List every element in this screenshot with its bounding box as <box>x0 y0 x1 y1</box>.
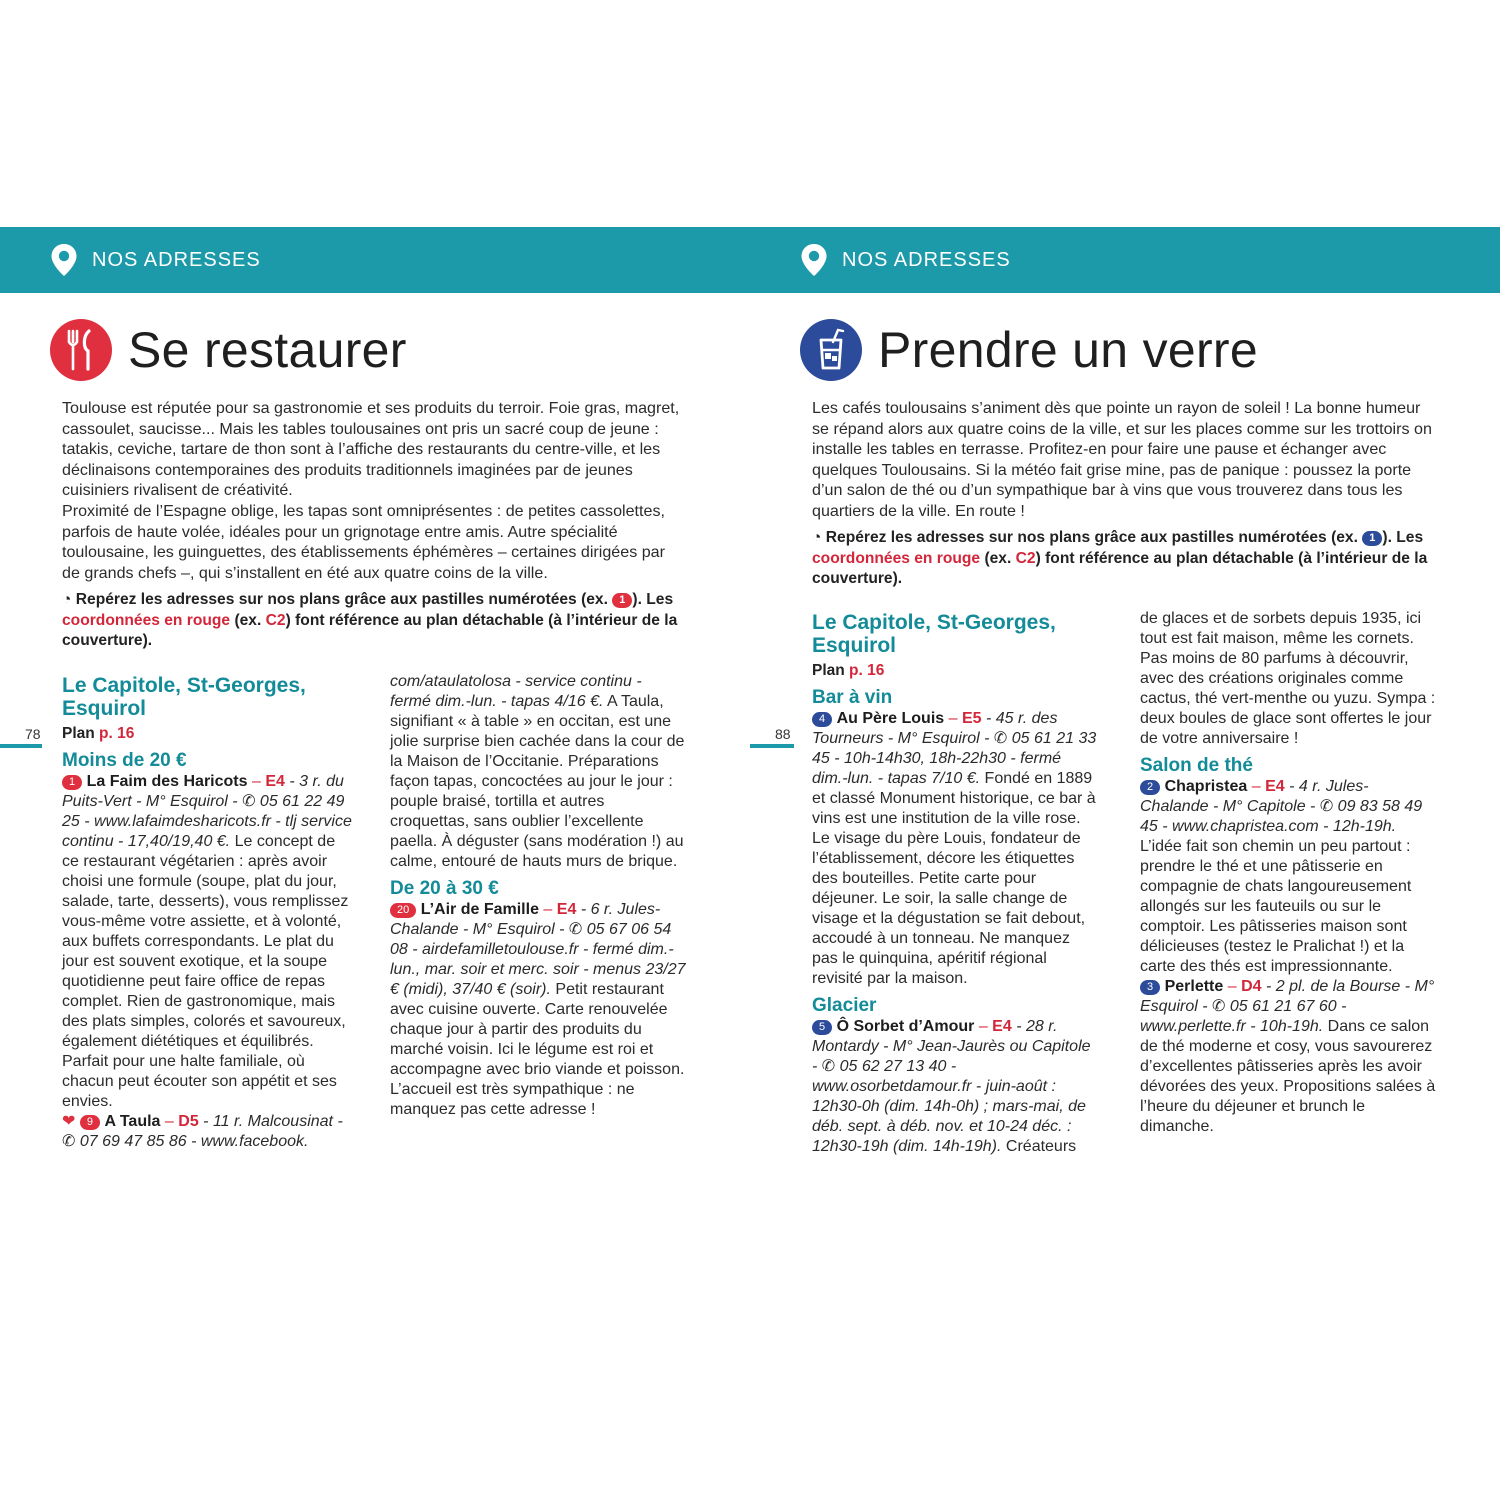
page-number: 88 <box>775 726 791 742</box>
left-title-row <box>50 319 407 381</box>
grid-reference: D4 <box>1241 978 1262 995</box>
page-number: 78 <box>25 726 41 742</box>
address-entry-continued: de glaces et de sorbets depuis 1935, ici tout est fait maison, même les cornets. Pas moins de 80 parfums à découvrir, avec des créations originales comme cactus, thé vert-menthe ou yuzu. Sympa : deux boules de glace sont offertes le jour de votre anniversaire ! <box>1140 610 1436 747</box>
address-entry: 3 Perlette – D4 - 2 pl. de la Bourse - M° Esquirol - ✆ 05 61 21 67 60 - www.perlette.fr - 10h-19h. Dans ce salon de thé moderne et cosy, vous savourerez d’excellentes pâtisseries après les avoir dévorées des yeux. Propositions salées à l’heure du déjeuner et brunch le dimanche. <box>1140 978 1436 1135</box>
band-label-right: NOS ADRESSES <box>842 248 1011 271</box>
address-entry: ❤ 9 A Taula – D5 - 11 r. Malcousinat - ✆ 07 69 47 85 86 - www.facebook. <box>62 1113 343 1150</box>
category-heading: Salon de thé <box>1140 755 1253 776</box>
address-name: Au Père Louis <box>836 710 945 727</box>
map-note: ◔ Repérez les adresses sur nos plans grâce aux pastilles numérotées (ex. 1 ). Les coordonnées en rouge (ex. C2) font référence au plan détachable (à l’intérieur de la couverture). <box>62 591 678 650</box>
address-description: Fondé en 1889 et classé Monument historique, ce bar à vins est une institution de la ville rose. Le visage du père Louis, fondateur de l’établissement, décore les étiquettes des bouteilles. Petite carte pour déjeuner. Le soir, la salle change de visage et la dégustation se fait debout, accoudé à un tonneau. Ne manquez pas le quinquina, apéritif régional revisité par la maison. <box>812 770 1096 987</box>
eye-icon: ◔ <box>62 591 72 608</box>
band-right <box>800 227 1011 293</box>
address-info: com/ataulatolosa - service continu - fermé dim.-lun. - tapas 4/16 €. <box>390 673 642 710</box>
intro-paragraph: Proximité de l’Espagne oblige, les tapas sont omniprésentes : de petites cassolettes, parfois de haute volée, idéales pour un grignotage entre amis. Autre spécialité toulousaine, les guinguettes, des établissements éphémères – certaines dirigées par de grands chefs –, qui s’installent en été aux quatre coins de la ville. <box>62 501 665 582</box>
address-description: Le concept de ce restaurant végétarien : après avoir choisi une formule (soupe, plat du jour, salade, tarte, desserts), vous remplissez vous-même votre assiette, et à volonté, aux buffets correspondants. Le plat du jour est souvent exotique, et la soupe quotidienne peut faire office de repas complet. Rien de gastronomique, mais des plats simples, colorés et savoureux, également diététiques et équilibrés. Parfait pour une halte familiale, où chacun peut écouter son appétit et ses envies. <box>62 833 349 1110</box>
price-heading: Moins de 20 € <box>62 750 187 771</box>
right-page <box>750 293 1500 1500</box>
sample-pill: 1 <box>612 593 632 608</box>
band-label-left: NOS ADRESSES <box>92 248 261 271</box>
address-info: - 11 r. Malcousinat - ✆ 07 69 47 85 86 - www.facebook. <box>62 1113 343 1150</box>
address-info: - 2 pl. de la Bourse - M° Esquirol - ✆ 05 61 21 67 60 - www.perlette.fr - 10h-19h. <box>1140 978 1435 1035</box>
page-title: Prendre un verre <box>878 322 1258 378</box>
heart-icon: ❤ <box>62 1113 76 1130</box>
address-entry: 5 Ô Sorbet d’Amour – E4 - 28 r. Montardy - M° Jean-Jaurès ou Capitole - ✆ 05 62 27 13 40 - www.osorbetdamour.fr - juin-août : 12h30-0h (dim. 14h-0h) ; mars-mai, de déb. sept. à déb. nov. et 10-24 déc. : 12h30-19h (dim. 14h-19h). Créateurs <box>812 1018 1091 1155</box>
map-note: ◔ Repérez les adresses sur nos plans grâce aux pastilles numérotées (ex. 1 ). Les coordonnées en rouge (ex. C2) font référence au plan détachable (à l’intérieur de la couverture). <box>812 529 1428 588</box>
category-heading: Glacier <box>812 995 877 1016</box>
address-description: A Taula, signifiant « à table » en occitan, est une jolie surprise bien cachée dans la cour de la Maison de l’Occitanie. Préparations façon tapas, concoctées au jour le jour : pouple braisé, tortilla et autres croquettas, sans oublier l’excellente paella. À déguster (sans modération !) au calme, entouré de hauts murs de brique. <box>390 693 685 870</box>
address-name: Chapristea <box>1164 778 1248 795</box>
address-pill: 2 <box>1140 780 1160 795</box>
right-title-row <box>800 319 1258 381</box>
drink-glass-icon <box>800 319 862 381</box>
address-pill: 1 <box>62 775 82 790</box>
intro-text <box>812 398 1437 522</box>
address-pill: 5 <box>812 1020 832 1035</box>
address-entry: 2 Chapristea – E4 - 4 r. Jules-Chalande - M° Capitole - ✆ 09 83 58 49 45 - www.chapristea.com - 12h-19h. L’idée fait son chemin un peu partout : prendre le thé et une pâtisserie en compagnie de chats langoureusement allongés sur les fauteuils ou sur le comptoir. Les pâtisseries maison sont délicieuses (testez le Pralichat !) et la carte des thés est impressionnante. <box>1140 778 1423 975</box>
address-info: - 6 r. Jules-Chalande - M° Esquirol - ✆ 05 67 06 54 08 - airdefamilletoulouse.fr - fermé dim.-lun., mar. soir et merc. soir - menus 23/27 € (midi), 37/40 € (soir). <box>390 901 686 998</box>
grid-reference: E4 <box>1265 778 1285 795</box>
address-name: Ô Sorbet d’Amour <box>836 1018 975 1035</box>
address-description: L’idée fait son chemin un peu partout : prendre le thé et une pâtisserie en compagnie de chats langoureusement allongés sur les fauteuils ou sur le comptoir. Les pâtisseries maison sont délicieuses (testez le Pralichat !) et la carte des thés est impressionnante. <box>1140 838 1412 975</box>
intro-paragraph: Les cafés toulousains s’animent dès que pointe un rayon de soleil ! La bonne humeur se répand alors aux quatre coins de la ville, et sur les places comme sur les trottoirs on installe les tables en terrasse. Profitez-en pour faire une pause et échanger avec quelques Toulousains. Si la météo fait grise mine, pas de panique : poussez la porte d’un salon de thé ou d’un sympathique bar à vins que vous trouverez dans tous les quartiers de la ville. En route ! <box>812 399 1432 520</box>
address-description: Petit restaurant avec cuisine ouverte. Carte renouvelée chaque jour à partir des produits du marché voisin. Ici le légume est roi et accompagne avec brio viande et poisson. L’accueil est très sympathique : ne manquez pas cette adresse ! <box>390 981 685 1118</box>
address-pill: 4 <box>812 712 832 727</box>
grid-reference: D5 <box>178 1113 199 1130</box>
page-tab <box>0 744 42 748</box>
location-pin-icon <box>800 243 828 277</box>
left-column-2 <box>390 672 686 1120</box>
grid-reference: E4 <box>265 773 285 790</box>
address-info: - 45 r. des Tourneurs - M° Esquirol - ✆ 05 61 21 33 45 - 10h-14h30, 18h-22h30 - fermé dim.-lun. - tapas 7/10 €. <box>812 710 1097 787</box>
sample-pill: 1 <box>1362 531 1382 546</box>
right-column-2 <box>1140 609 1436 1137</box>
grid-reference: E4 <box>992 1018 1012 1035</box>
address-name: L’Air de Famille <box>420 901 539 918</box>
intro-text <box>62 398 687 583</box>
address-name: Perlette <box>1164 978 1224 995</box>
area-heading: Le Capitole, St-Georges, Esquirol <box>62 674 306 720</box>
address-entry-continued <box>390 672 686 872</box>
category-heading: Bar à vin <box>812 687 893 708</box>
grid-reference: E4 <box>556 901 577 918</box>
address-info: - 3 r. du Puits-Vert - M° Esquirol - ✆ 05 61 22 49 25 - www.lafaimdesharicots.fr - tlj service continu - 17,40/19,40 €. <box>62 773 352 850</box>
left-column-1 <box>62 674 354 1152</box>
address-pill: 3 <box>1140 980 1160 995</box>
address-name: La Faim des Haricots <box>86 773 248 790</box>
address-pill: 9 <box>80 1115 100 1130</box>
plan-reference: Plan p. 16 <box>62 725 135 742</box>
section-band <box>0 227 1500 293</box>
page-title: Se restaurer <box>128 322 407 378</box>
page-tab <box>750 744 794 748</box>
address-description: Créateurs <box>1005 1138 1077 1155</box>
eye-icon: ◔ <box>812 529 822 546</box>
right-column-1 <box>812 611 1100 1157</box>
address-name: A Taula <box>104 1113 161 1130</box>
location-pin-icon <box>50 243 78 277</box>
left-page <box>0 293 750 1500</box>
address-entry: 20 L’Air de Famille – E4 - 6 r. Jules-Chalande - M° Esquirol - ✆ 05 67 06 54 08 - airdefamilletoulouse.fr - fermé dim.-lun., mar. soir et merc. soir - menus 23/27 € (midi), 37/40 € (soir). Petit restaurant avec cuisine ouverte. Carte renouvelée chaque jour à partir des produits du marché voisin. Ici le légume est roi et accompagne avec brio viande et poisson. L’accueil est très sympathique : ne manquez pas cette adresse ! <box>390 901 686 1118</box>
address-info: - 4 r. Jules-Chalande - M° Capitole - ✆ 09 83 58 49 45 - www.chapristea.com - 12h-19h. <box>1140 778 1423 835</box>
address-entry: 4 Au Père Louis – E5 - 45 r. des Tourneurs - M° Esquirol - ✆ 05 61 21 33 45 - 10h-14h30, 18h-22h30 - fermé dim.-lun. - tapas 7/10 €. Fondé en 1889 et classé Monument historique, ce bar à vins est une institution de la ville rose. Le visage du père Louis, fondateur de l’établissement, décore les étiquettes des bouteilles. Petite carte pour déjeuner. Le soir, la salle change de visage et la dégustation se fait debout, accoudé à un tonneau. Ne manquez pas le quinquina, apéritif régional revisité par la maison. <box>812 710 1097 987</box>
grid-reference: E5 <box>961 710 982 727</box>
area-heading: Le Capitole, St-Georges, Esquirol <box>812 611 1056 657</box>
plan-reference: Plan p. 16 <box>812 662 885 679</box>
price-heading: De 20 à 30 € <box>390 878 499 899</box>
intro-paragraph: Toulouse est réputée pour sa gastronomie et ses produits du terroir. Foie gras, magret, cassoulet, saucisse... Mais les tables toulousaines ont pris un sacré coup de jeune : tatakis, ceviche, tartare de thon sont à l’affiche des restaurants du centre-ville, et les déclinaisons contemporaines des produits traditionnels imaginées par de jeunes cuisiniers rivalisent de créativité. <box>62 399 680 500</box>
address-description: Dans ce salon de thé moderne et cosy, vous savourerez d’excellentes pâtisseries après les avoir dévorées des yeux. Propositions salées à l’heure du déjeuner et brunch le dimanche. <box>1140 1018 1436 1135</box>
band-left <box>50 227 261 293</box>
address-pill: 20 <box>390 903 416 918</box>
address-entry: 1 La Faim des Haricots – E4 - 3 r. du Puits-Vert - M° Esquirol - ✆ 05 61 22 49 25 - www.lafaimdesharicots.fr - tlj service continu - 17,40/19,40 €. Le concept de ce restaurant végétarien : après avoir choisi une formule (soupe, plat du jour, salade, tarte, desserts), vous remplissez vous-même votre assiette, et à volonté, aux buffets correspondants. Le plat du jour est souvent exotique, et la soupe quotidienne peut faire office de repas complet. Rien de gastronomique, mais des plats simples, colorés et savoureux, également diététiques et équilibrés. Parfait pour une halte familiale, où chacun peut écouter son appétit et ses envies. <box>62 773 352 1110</box>
address-info: - 28 r. Montardy - M° Jean-Jaurès ou Capitole - ✆ 05 62 27 13 40 - www.osorbetdamour.fr - juin-août : 12h30-0h (dim. 14h-0h) ; mars-mai, de déb. sept. à déb. nov. et 10-24 déc. : 12h30-19h (dim. 14h-19h). <box>812 1018 1091 1155</box>
fork-knife-icon <box>50 319 112 381</box>
